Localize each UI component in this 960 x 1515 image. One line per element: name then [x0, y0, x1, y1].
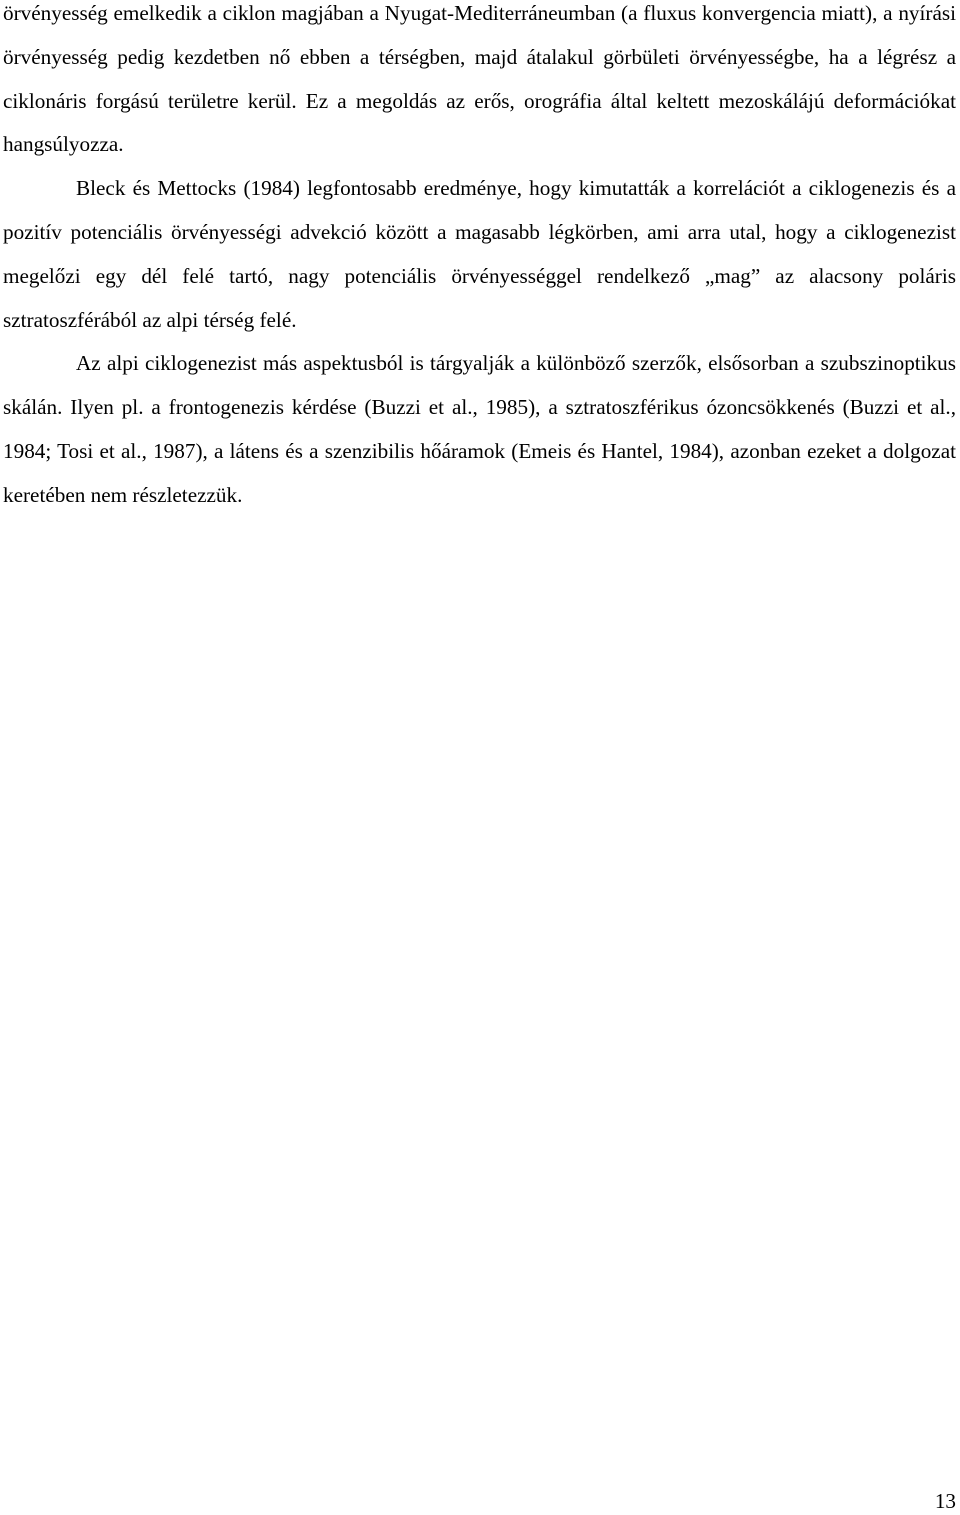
paragraph-1: örvényesség emelkedik a ciklon magjában a Nyugat-Mediterráneumban (a fluxus konvergencia miatt), a nyírási örvényesség pedig kezdetben nő ebben a térségben, majd átalakul görbületi örvényességbe, ha a légrész a ciklonáris forgású területre kerül. Ez a megoldás az erős, orográfia által keltett mezoskálájú deformációkat hangsúlyozza.	[3, 1, 956, 157]
body-text	[3, 0, 956, 518]
paragraph-2: Bleck és Mettocks (1984) legfontosabb eredménye, hogy kimutatták a korrelációt a ciklogenezis és a pozitív potenciális örvényességi advekció között a magasabb légkörben, ami arra utal, hogy a ciklogenezist megelőzi egy dél felé tartó, nagy potenciális örvényességgel rendelkező „mag” az alacsony poláris sztratoszférából az alpi térség felé.	[3, 176, 956, 332]
page-number: 13	[934, 1489, 956, 1513]
paragraph-3: Az alpi ciklogenezist más aspektusból is tárgyalják a különböző szerzők, elsősorban a szubszinoptikus skálán. Ilyen pl. a frontogenezis kérdése (Buzzi et al., 1985), a sztratoszférikus ózoncsökkenés (Buzzi et al., 1984; Tosi et al., 1987), a látens és a szenzibilis hőáramok (Emeis és Hantel, 1984), azonban ezeket a dolgozat keretében nem részletezzük.	[3, 351, 956, 507]
